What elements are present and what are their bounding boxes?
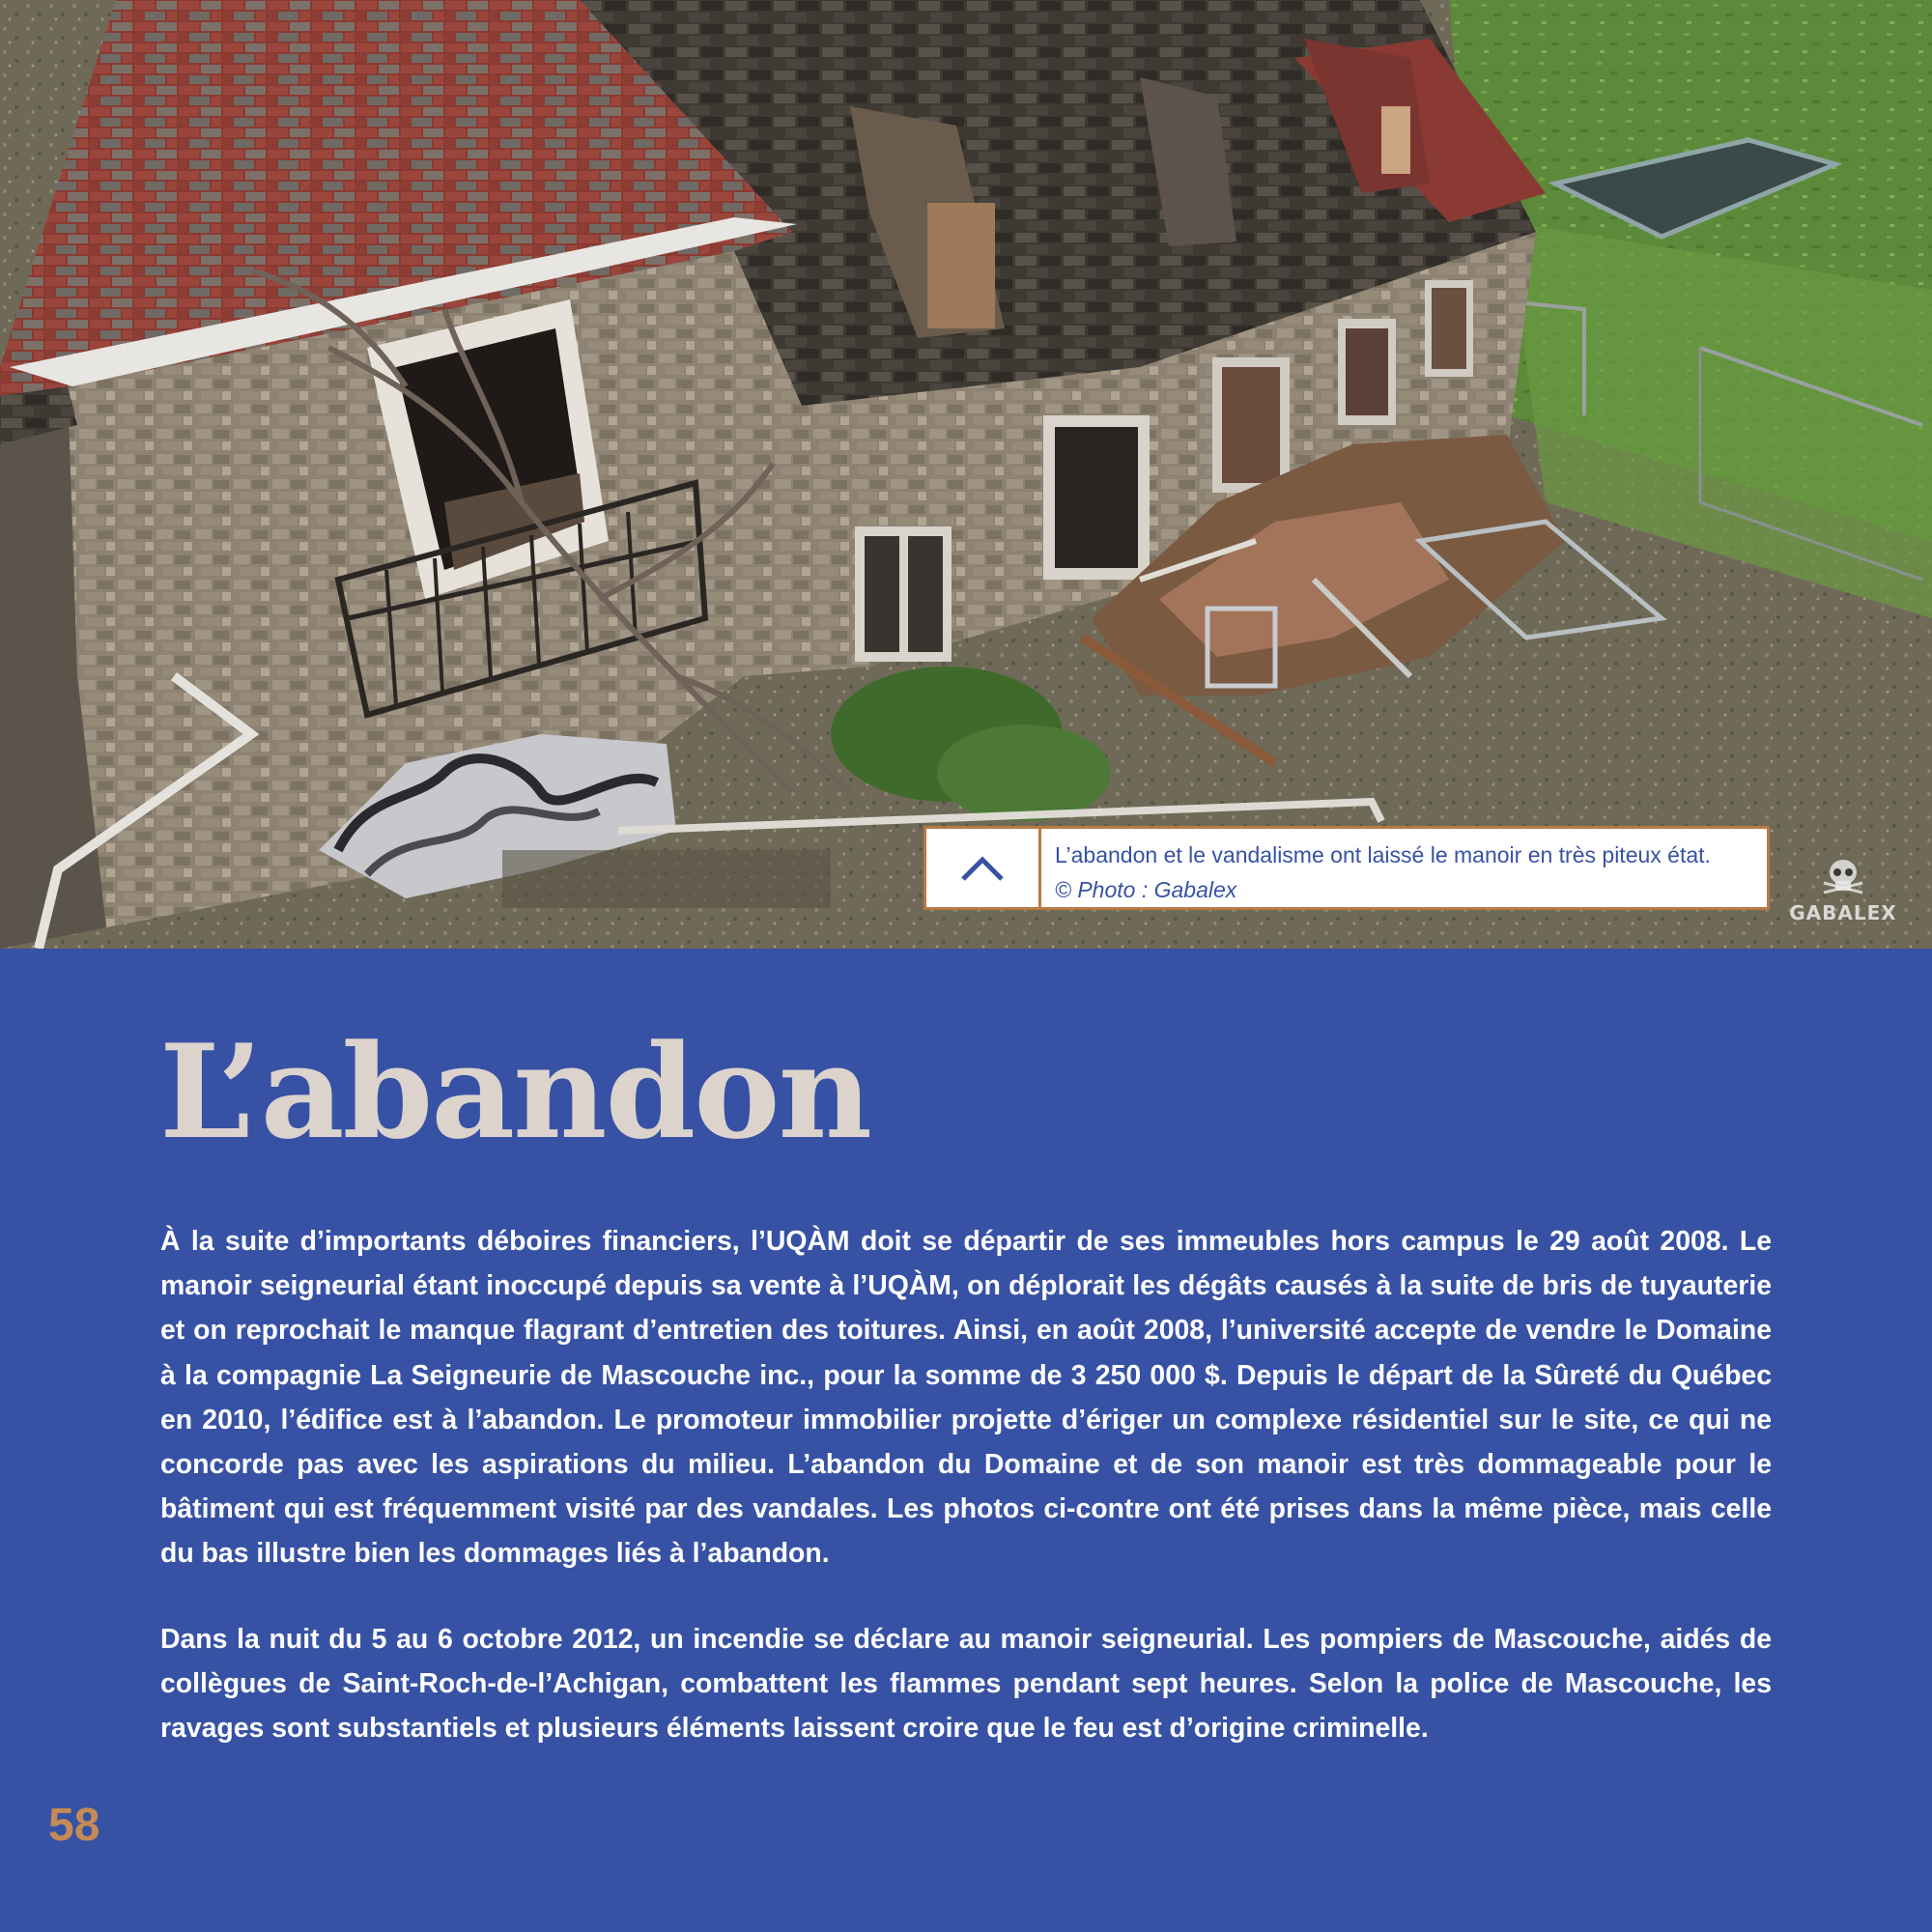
body-paragraph: Dans la nuit du 5 au 6 octobre 2012, un incendie se déclare au manoir seigneurial. Les pompiers de Mascouche, aidés de collègues de Saint-Roch-de-l’Achigan, combattent les flammes pendant sept heures. Selon la police de Mascouche, les ravages sont substantiels et plusieurs éléments laissent croire que le feu est d’origine criminelle. <box>160 1623 1772 1745</box>
body-paragraph: À la suite d’importants déboires financiers, l’UQÀM doit se départir de ses immeubles hors campus le 29 août 2008. Le manoir seigneurial étant inoccupé depuis sa vente à l’UQÀM, on déplorait les dégâts causés à la suite de bris de tuyauterie et on reprochait le manque flagrant d’entretien des toitures. Ainsi, en août 2008, l’université accepte de vendre le Domaine à la compagnie La Seigneurie de Mascouche inc., pour la somme de 3 250 000 $. Depuis le départ de la Sûreté du Québec en 2010, l’édifice est à l’abandon. Le promoteur immobilier projette d’ériger un complexe résidentiel sur le site, ce qui ne concorde pas avec les aspirations du milieu. L’abandon du Domaine et de son manoir est très dommageable pour le bâtiment qui est fréquemment visité par des vandales. Les photos ci-contre ont été prises dans la même pièce, mais celle du bas illustre bien les dommages liés à l’abandon. <box>160 1226 1772 1570</box>
section-body <box>160 1219 1772 1791</box>
section-title: L’abandon <box>159 1015 871 1168</box>
caption-text: L’abandon et le vandalisme ont laissé le manoir en très piteux état. <box>1055 842 1711 867</box>
hero-photo <box>0 0 1932 949</box>
caption-credit: © Photo : Gabalex <box>1055 877 1237 902</box>
page-number: 58 <box>48 1800 100 1851</box>
photo-caption-box <box>923 826 1770 910</box>
chevron-up-icon <box>959 854 1006 883</box>
caption-toggle-button[interactable] <box>926 829 1041 907</box>
abandoned-manor-illustration <box>0 0 1932 949</box>
watermark-text: GABALEX <box>1789 901 1897 924</box>
caption-text-block <box>1041 829 1767 907</box>
photographer-watermark <box>1777 858 1909 924</box>
skull-icon <box>1822 858 1864 895</box>
